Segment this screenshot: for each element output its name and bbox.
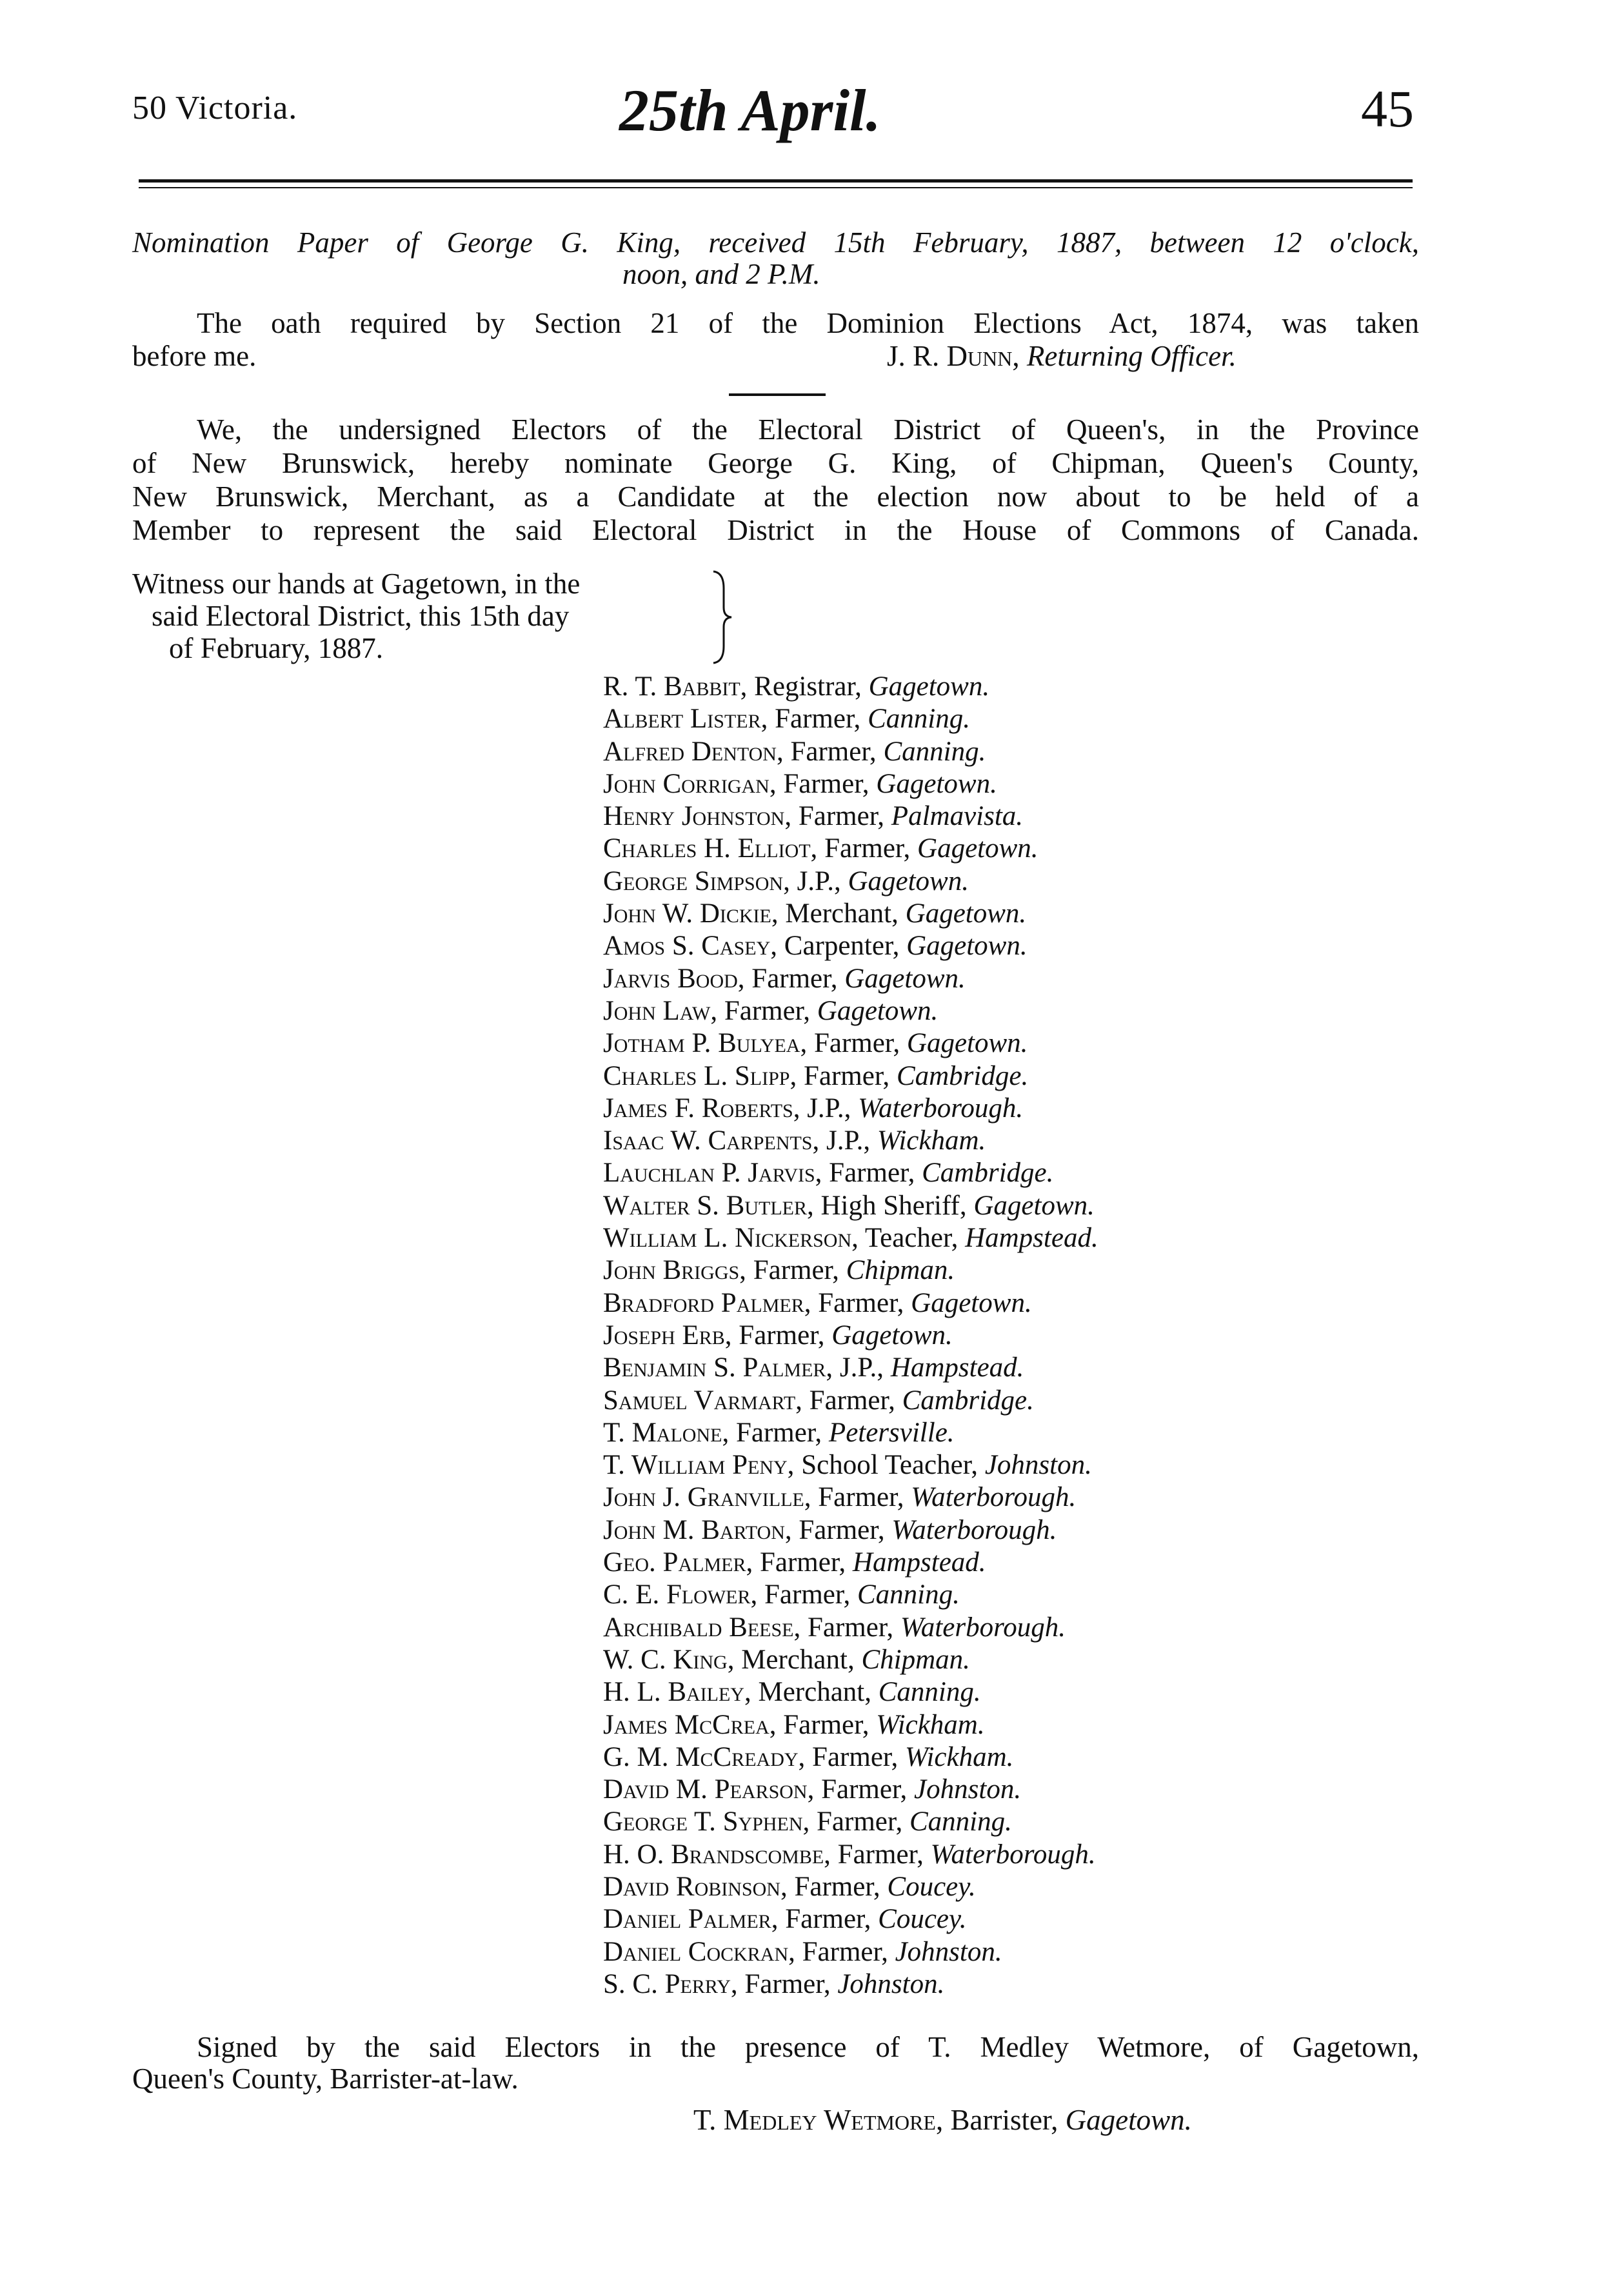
elector-entry (603, 800, 1098, 833)
elector-occupation: Farmer, (759, 1547, 846, 1578)
elector-occupation: Merchant, (758, 1677, 871, 1708)
elector-occupation: Registrar, (754, 671, 862, 702)
elector-occupation: Farmer, (824, 833, 911, 864)
elector-entry (603, 1481, 1098, 1514)
elector-residence: Gagetown. (817, 995, 939, 1026)
elector-name: Amos S. Casey, (603, 931, 778, 962)
elector-entry (603, 1190, 1098, 1222)
elector-entry (603, 1936, 1098, 1968)
elector-entry (603, 1968, 1098, 2001)
elector-occupation: Farmer, (724, 995, 811, 1026)
elector-occupation: Farmer, (783, 1709, 869, 1740)
regnal-year: 50 Victoria. (132, 90, 298, 126)
page-number: 45 (1361, 79, 1414, 138)
declaration-line: of New Brunswick, hereby nominate George G. King, of Chipman, Queen's County, (132, 447, 1419, 479)
elector-occupation: J.P., (839, 1352, 884, 1383)
elector-name: John J. Granville, (603, 1482, 811, 1513)
elector-occupation: Farmer, (817, 1806, 903, 1837)
elector-residence: Johnston. (837, 1968, 945, 1999)
elector-name: James McCrea, (603, 1709, 777, 1740)
elector-occupation: Farmer, (818, 1482, 904, 1513)
elector-entry (603, 1093, 1098, 1125)
elector-entry (603, 1320, 1098, 1352)
attesting-witness-place: Gagetown. (1065, 2104, 1192, 2136)
elector-residence: Waterborough. (891, 1514, 1057, 1545)
elector-residence: Cambridge. (922, 1158, 1054, 1189)
elector-residence: Gagetown. (906, 931, 1028, 962)
elector-residence: Coucey. (878, 1904, 967, 1935)
attestation-line: Queen's County, Barrister-at-law. (132, 2063, 519, 2095)
elector-occupation: J.P., (826, 1125, 871, 1156)
header-rule-thin (139, 187, 1413, 188)
elector-residence: Wickham. (876, 1709, 985, 1740)
elector-name: R. T. Babbit, (603, 671, 748, 702)
elector-entry (603, 1157, 1098, 1189)
elector-entry (603, 1774, 1098, 1806)
elector-occupation: Farmer, (803, 1060, 890, 1091)
elector-entry (603, 1514, 1098, 1547)
elector-name: Charles H. Elliot, (603, 833, 818, 864)
elector-name: Lauchlan P. Jarvis, (603, 1158, 822, 1189)
elector-occupation: Farmer, (799, 1514, 885, 1545)
elector-residence: Canning. (857, 1579, 960, 1610)
elector-name: C. E. Flower, (603, 1579, 758, 1610)
elector-entry (603, 736, 1098, 768)
elector-occupation: Farmer, (790, 736, 877, 767)
elector-residence: Wickham. (905, 1741, 1014, 1772)
declaration-line: Member to represent the said Electoral District in the House of Commons of Canada. (132, 514, 1419, 546)
witness-line: of February, 1887. (169, 632, 384, 664)
elector-name: H. O. Brandscombe, (603, 1839, 831, 1870)
elector-name: George T. Syphen, (603, 1806, 810, 1837)
elector-name: Samuel Varmart, (603, 1385, 802, 1416)
elector-occupation: Merchant, (741, 1644, 855, 1675)
elector-occupation: Farmer, (785, 1904, 871, 1935)
elector-name: Walter S. Butler, (603, 1190, 814, 1221)
witness-line: said Electoral District, this 15th day (152, 600, 570, 632)
elector-name: Bradford Palmer, (603, 1287, 811, 1318)
elector-residence: Waterborough. (930, 1839, 1096, 1870)
elector-residence: Canning. (878, 1677, 981, 1708)
elector-residence: Gagetown. (844, 963, 966, 994)
elector-name: H. L. Bailey, (603, 1677, 751, 1708)
elector-residence: Canning. (909, 1806, 1012, 1837)
elector-occupation: Carpenter, (784, 931, 900, 962)
elector-entry (603, 1676, 1098, 1708)
elector-residence: Gagetown. (911, 1287, 1032, 1318)
elector-residence: Hampstead. (965, 1223, 1098, 1254)
elector-entry (603, 1644, 1098, 1676)
elector-occupation: Farmer, (809, 1385, 895, 1416)
elector-occupation: Farmer, (764, 1579, 851, 1610)
elector-residence: Gagetown. (905, 898, 1027, 929)
elector-name: Albert Lister, (603, 704, 768, 735)
elector-entry (603, 1839, 1098, 1871)
elector-entry (603, 1254, 1098, 1287)
elector-name: Joseph Erb, (603, 1320, 732, 1351)
elector-occupation: Farmer, (802, 1936, 888, 1967)
elector-name: William L. Nickerson, (603, 1223, 859, 1254)
elector-residence: Chipman. (846, 1255, 955, 1286)
elector-name: John Corrigan, (603, 768, 777, 799)
elector-occupation: Farmer, (821, 1774, 908, 1805)
elector-residence: Gagetown. (876, 768, 997, 799)
elector-residence: Cambridge. (902, 1385, 1034, 1416)
elector-entry (603, 703, 1098, 735)
returning-officer-name: J. R. Dunn, (887, 340, 1020, 372)
elector-signature-list (603, 671, 1098, 2001)
elector-name: Jotham P. Bulyea, (603, 1028, 808, 1059)
elector-residence: Wickham. (877, 1125, 986, 1156)
elector-occupation: Farmer, (751, 963, 838, 994)
elector-name: G. M. McCready, (603, 1741, 806, 1772)
elector-residence: Waterborough. (858, 1093, 1024, 1123)
elector-name: John Briggs, (603, 1255, 746, 1286)
elector-name: James F. Roberts, (603, 1093, 800, 1123)
elector-entry (603, 995, 1098, 1027)
elector-occupation: Farmer, (829, 1158, 915, 1189)
elector-entry (603, 866, 1098, 898)
elector-occupation: High Sheriff, (820, 1190, 967, 1221)
elector-entry (603, 1417, 1098, 1449)
elector-name: Jarvis Bood, (603, 963, 745, 994)
nomination-caption-line: noon, and 2 P.M. (622, 258, 820, 290)
elector-occupation: Farmer, (798, 801, 885, 832)
elector-residence: Johnston. (895, 1936, 1002, 1967)
elector-occupation: Farmer, (812, 1741, 899, 1772)
elector-name: David M. Pearson, (603, 1774, 815, 1805)
elector-entry (603, 1287, 1098, 1320)
right-brace-icon (710, 569, 735, 666)
elector-occupation: Farmer, (744, 1968, 831, 1999)
elector-entry (603, 1449, 1098, 1481)
elector-entry (603, 963, 1098, 995)
elector-residence: Johnston. (914, 1774, 1022, 1805)
elector-entry (603, 1027, 1098, 1060)
elector-name: Daniel Palmer, (603, 1904, 779, 1935)
header-rule-thick (139, 179, 1413, 183)
elector-entry (603, 1871, 1098, 1903)
elector-residence: Gagetown. (868, 671, 990, 702)
elector-entry (603, 1352, 1098, 1384)
elector-name: Isaac W. Carpents, (603, 1125, 820, 1156)
elector-entry (603, 671, 1098, 703)
elector-name: W. C. King, (603, 1644, 735, 1675)
elector-entry (603, 1060, 1098, 1093)
attesting-witness-role: Barrister, (950, 2104, 1058, 2136)
elector-occupation: Farmer, (775, 704, 861, 735)
elector-entry (603, 1709, 1098, 1741)
elector-name: David Robinson, (603, 1871, 788, 1902)
elector-residence: Gagetown. (831, 1320, 953, 1351)
elector-name: T. William Peny, (603, 1450, 795, 1481)
nomination-caption-line: Nomination Paper of George G. King, received 15th February, 1887, between 12 o'clock, (132, 226, 1419, 259)
elector-residence: Hampstead. (890, 1352, 1024, 1383)
section-divider (729, 393, 826, 396)
elector-residence: Canning. (868, 704, 970, 735)
elector-entry (603, 1806, 1098, 1838)
elector-entry (603, 1612, 1098, 1644)
declaration-line: We, the undersigned Electors of the Electoral District of Queen's, in the Province (197, 413, 1419, 446)
elector-residence: Waterborough. (900, 1612, 1066, 1643)
elector-occupation: Farmer, (837, 1839, 924, 1870)
elector-entry (603, 930, 1098, 962)
elector-residence: Gagetown. (973, 1190, 1095, 1221)
elector-name: Archibald Beese, (603, 1612, 801, 1643)
elector-occupation: Farmer, (794, 1871, 880, 1902)
elector-residence: Gagetown. (906, 1028, 1028, 1059)
elector-name: T. Malone, (603, 1417, 730, 1448)
elector-residence: Chipman. (861, 1644, 970, 1675)
elector-entry (603, 898, 1098, 930)
elector-name: Daniel Cockran, (603, 1936, 795, 1967)
elector-name: John W. Dickie, (603, 898, 779, 929)
elector-occupation: J.P., (797, 866, 841, 896)
elector-name: Benjamin S. Palmer, (603, 1352, 833, 1383)
elector-residence: Coucey. (887, 1871, 976, 1902)
elector-entry (603, 1579, 1098, 1611)
elector-occupation: Farmer, (739, 1320, 825, 1351)
elector-name: Alfred Denton, (603, 736, 784, 767)
elector-name: Charles L. Slipp, (603, 1060, 797, 1091)
witness-line: Witness our hands at Gagetown, in the (132, 568, 581, 600)
elector-entry (603, 1125, 1098, 1157)
oath-statement-line: before me. (132, 340, 257, 372)
elector-residence: Palmavista. (891, 801, 1024, 832)
elector-occupation: Farmer, (753, 1255, 839, 1286)
elector-occupation: Farmer, (807, 1612, 894, 1643)
returning-officer (887, 340, 1237, 372)
attesting-witness (693, 2104, 1192, 2136)
elector-residence: Canning. (883, 736, 986, 767)
elector-entry (603, 1903, 1098, 1935)
elector-residence: Gagetown. (917, 833, 1038, 864)
attestation-line: Signed by the said Electors in the presence of T. Medley Wetmore, of Gagetown, (197, 2031, 1419, 2063)
elector-residence: Waterborough. (911, 1482, 1077, 1513)
elector-name: George Simpson, (603, 866, 790, 896)
elector-entry (603, 833, 1098, 865)
elector-entry (603, 768, 1098, 800)
elector-residence: Gagetown. (848, 866, 969, 896)
page-date-title: 25th April. (619, 77, 881, 143)
elector-entry (603, 1222, 1098, 1254)
elector-entry (603, 1741, 1098, 1774)
elector-residence: Petersville. (828, 1417, 955, 1448)
elector-occupation: J.P., (807, 1093, 851, 1123)
elector-name: S. C. Perry, (603, 1968, 738, 1999)
elector-occupation: Teacher, (864, 1223, 958, 1254)
elector-residence: Cambridge. (896, 1060, 1029, 1091)
elector-entry (603, 1547, 1098, 1579)
elector-occupation: Farmer, (783, 768, 869, 799)
elector-name: John Law, (603, 995, 718, 1026)
returning-officer-title: Returning Officer. (1026, 340, 1237, 372)
elector-name: Henry Johnston, (603, 801, 792, 832)
attesting-witness-name: T. Medley Wetmore, (693, 2104, 944, 2136)
declaration-line: New Brunswick, Merchant, as a Candidate at the election now about to be held of a (132, 480, 1419, 513)
elector-entry (603, 1385, 1098, 1417)
oath-statement-line: The oath required by Section 21 of the Dominion Elections Act, 1874, was taken (197, 307, 1419, 339)
elector-name: Geo. Palmer, (603, 1547, 753, 1578)
elector-occupation: Merchant, (785, 898, 899, 929)
elector-residence: Johnston. (984, 1450, 1092, 1481)
elector-residence: Hampstead. (852, 1547, 986, 1578)
elector-occupation: Farmer, (735, 1417, 822, 1448)
elector-name: John M. Barton, (603, 1514, 792, 1545)
elector-occupation: Farmer, (813, 1028, 900, 1059)
elector-occupation: Farmer, (818, 1287, 904, 1318)
elector-occupation: School Teacher, (801, 1450, 978, 1481)
